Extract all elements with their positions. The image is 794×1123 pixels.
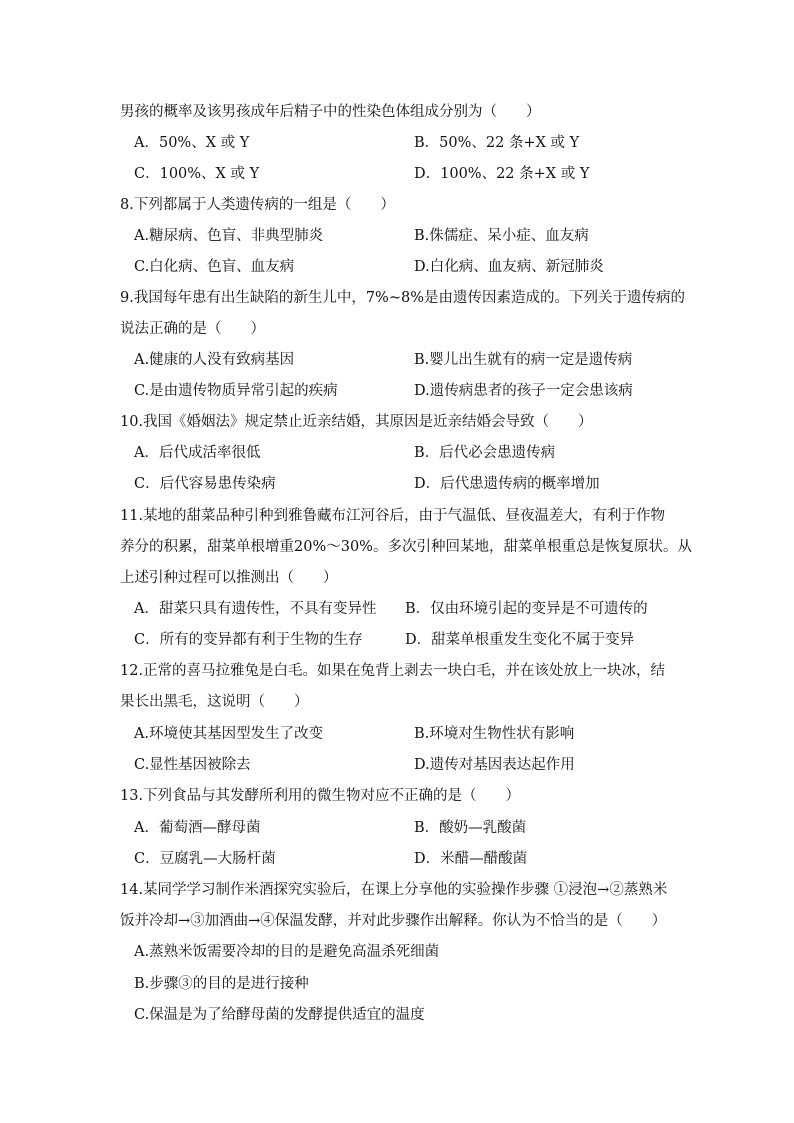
q13-option-d: D．米醋—醋酸菌 [414, 851, 528, 867]
q13-option-a: A．葡萄酒—酵母菌 [134, 820, 261, 836]
q8-option-d: D.白化病、血友病、新冠肺炎 [414, 259, 604, 275]
q12-option-c: C.显性基因被除去 [134, 757, 251, 773]
q9-option-c: C.是由遗传物质异常引起的疾病 [134, 383, 338, 399]
q9-option-d: D.遗传病患者的孩子一定会患该病 [414, 383, 633, 399]
q11-stem-line-3: 上述引种过程可以推测出（ ） [120, 570, 338, 586]
q12-stem-line-1: 12.正常的喜马拉雅兔是白毛。如果在兔背上剥去一块白毛，并在该处放上一块冰，结 [120, 663, 666, 679]
q14-option-a: A.蒸熟米饭需要冷却的目的是避免高温杀死细菌 [134, 944, 440, 960]
q10-option-c: C．后代容易患传染病 [134, 476, 276, 492]
q10-option-d: D．后代患遗传病的概率增加 [414, 476, 600, 492]
q8-option-c: C.白化病、色盲、血友病 [134, 259, 295, 275]
q12-option-a: A.环境使其基因型发生了改变 [134, 726, 324, 742]
q7-option-b: B．50%、22 条+X 或 Y [414, 135, 580, 151]
q11-option-c: C．所有的变异都有利于生物的生存 [134, 632, 363, 648]
q12-option-b: B.环境对生物性状有影响 [414, 726, 575, 742]
q13-stem: 13.下列食品与其发酵所利用的微生物对应不正确的是（ ） [120, 788, 521, 804]
q14-option-c: C.保温是为了给酵母菌的发酵提供适宜的温度 [134, 1007, 425, 1023]
q13-option-b: B．酸奶—乳酸菌 [414, 820, 527, 836]
q7-stem-continued: 男孩的概率及该男孩成年后精子中的性染色体组成分别为（ ） [120, 104, 541, 120]
q9-option-b: B.婴儿出生就有的病一定是遗传病 [414, 352, 633, 368]
q7-option-a: A．50%、X 或 Y [134, 135, 250, 151]
q14-stem-line-2: 饭并冷却→③加酒曲→④保温发酵，并对此步骤作出解释。你认为不恰当的是（ ） [120, 913, 667, 929]
q8-stem: 8.下列都属于人类遗传病的一组是（ ） [120, 197, 395, 213]
q11-option-d: D．甜菜单根重发生变化不属于变异 [405, 632, 635, 648]
q7-option-d: D．100%、22 条+X 或 Y [414, 166, 590, 182]
q11-stem-line-2: 养分的积累，甜菜单根增重20%～30%。多次引种回某地，甜菜单根重总是恢复原状。从 [120, 539, 692, 555]
q7-option-c: C．100%、X 或 Y [134, 166, 260, 182]
q10-option-b: B．后代必会患遗传病 [414, 445, 556, 461]
q14-option-b: B.步骤③的目的是进行接种 [134, 976, 309, 992]
q13-option-c: C．豆腐乳—大肠杆菌 [134, 851, 276, 867]
q10-stem: 10.我国《婚姻法》规定禁止近亲结婚，其原因是近亲结婚会导致（ ） [120, 414, 593, 430]
q9-stem-line-1: 9.我国每年患有出生缺陷的新生儿中，7%~8%是由遗传因素造成的。下列关于遗传病的 [120, 290, 685, 306]
q8-option-a: A.糖尿病、色盲、非典型肺炎 [134, 228, 324, 244]
q9-stem-line-2: 说法正确的是（ ） [120, 321, 265, 337]
q9-option-a: A.健康的人没有致病基因 [134, 352, 295, 368]
q8-option-b: B.侏儒症、呆小症、血友病 [414, 228, 589, 244]
q11-option-a: A．甜菜只具有遗传性，不具有变异性 [134, 601, 377, 617]
q14-stem-line-1: 14.某同学学习制作米酒探究实验后，在课上分享他的实验操作步骤 ①浸泡→②蒸熟米 [120, 882, 668, 898]
q11-option-b: B．仅由环境引起的变异是不可遗传的 [405, 601, 648, 617]
q12-option-d: D.遗传对基因表达起作用 [414, 757, 575, 773]
q11-stem-line-1: 11.某地的甜菜品种引种到雅鲁藏布江河谷后，由于气温低、昼夜温差大，有利于作物 [120, 508, 666, 524]
q10-option-a: A．后代成活率很低 [134, 445, 261, 461]
q12-stem-line-2: 果长出黑毛，这说明（ ） [120, 694, 309, 710]
